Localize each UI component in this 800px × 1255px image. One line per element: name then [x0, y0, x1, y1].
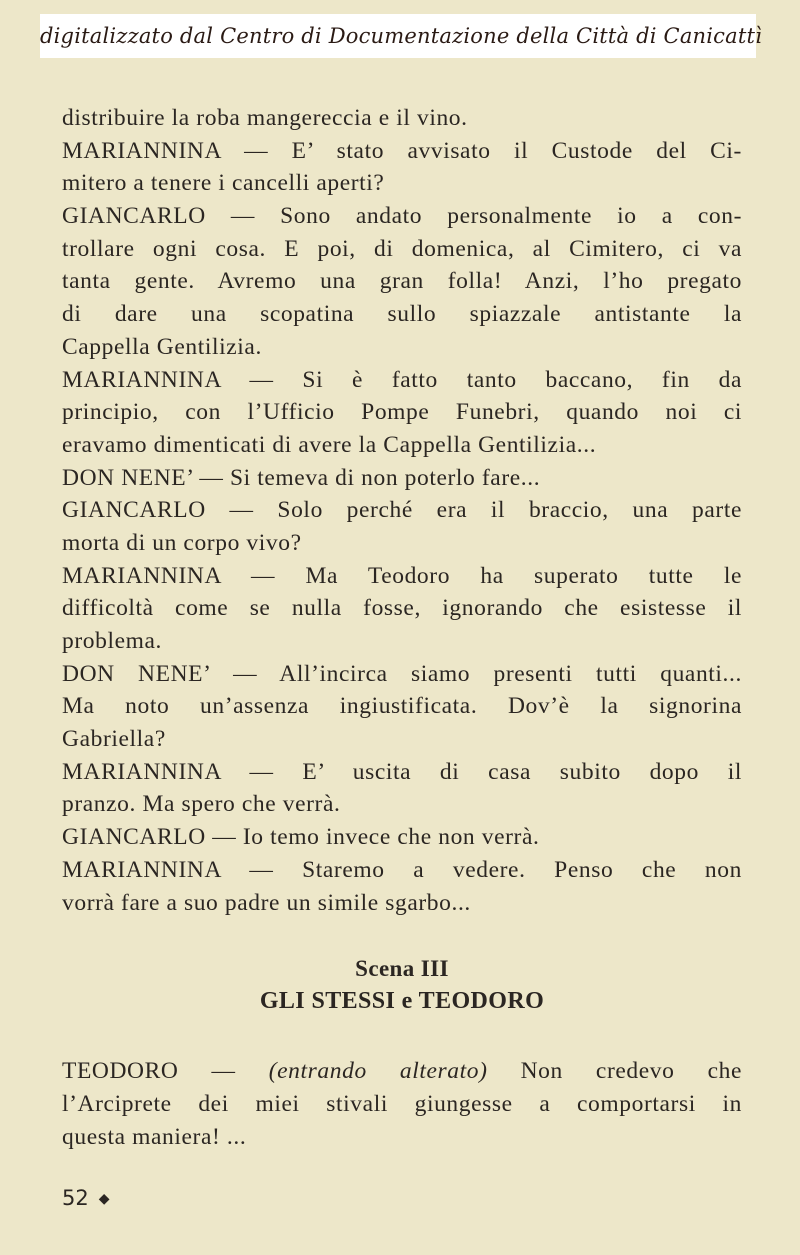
text-line: morta di un corpo vivo? — [62, 529, 302, 556]
final-passage — [62, 1055, 742, 1154]
speaker-name: TEODORO — — [62, 1058, 236, 1084]
text-line: Gabriella? — [62, 726, 166, 753]
text-line: Cappella Gentilizia. — [62, 333, 262, 360]
text-line: problema. — [62, 628, 163, 654]
text-line: distribuire la roba mangereccia e il vino. — [62, 105, 468, 131]
dialogue-body — [62, 102, 742, 919]
text-line: MARIANNINA — E’ uscita di casa subito dopo il — [62, 758, 742, 785]
text-line: mitero a tenere i cancelli aperti? — [62, 170, 385, 197]
text-line: l’Arciprete dei miei stivali giungesse a comportarsi in — [62, 1091, 742, 1117]
text-line: trollare ogni cosa. E poi, di domenica, al Cimitero, ci va — [62, 235, 742, 262]
text-line: pranzo. Ma spero che verrà. — [62, 791, 341, 818]
text-line: MARIANNINA — Si è fatto tanto baccano, fin da — [62, 366, 742, 393]
text-line: di dare una scopatina sullo spiazzale antistante la — [62, 301, 742, 328]
watermark-banner — [40, 14, 763, 58]
text-line: eravamo dimenticati di avere la Cappella Gentilizia... — [62, 431, 597, 458]
text-line: DON NENE’ — All’incirca siamo presenti tutti quanti... — [62, 660, 742, 687]
watermark-text: digitalizzato dal Centro di Documentazione della Città di Canicattì — [40, 24, 763, 48]
text-line: vorrà fare a suo padre un simile sgarbo... — [62, 889, 471, 916]
text-line: MARIANNINA — E’ stato avvisato il Custode del Ci- — [62, 137, 742, 164]
text-line — [62, 1055, 742, 1088]
text-line: MARIANNINA — Ma Teodoro ha superato tutte le — [62, 562, 742, 589]
text-line: GIANCARLO — Io temo invece che non verrà. — [62, 824, 540, 851]
scene-number: Scena III — [355, 956, 449, 981]
text-line: GIANCARLO — Sono andato personalmente io a con- — [62, 203, 742, 230]
text-line: GIANCARLO — Solo perché era il braccio, una parte — [62, 497, 742, 524]
diamond-ornament-icon: ◆ — [98, 1191, 110, 1207]
text-line: tanta gente. Avremo una gran folla! Anzi, l’ho pregato — [62, 268, 742, 295]
text-line: DON NENE’ — Si temeva di non poterlo fare... — [62, 464, 541, 491]
stage-direction: (entrando alterato) — [268, 1058, 488, 1084]
scene-title: GLI STESSI e TEODORO — [259, 988, 545, 1014]
page-footer — [62, 1186, 110, 1210]
text-line: principio, con l’Ufficio Pompe Funebri, quando noi ci — [62, 399, 742, 426]
text-line: MARIANNINA — Staremo a vedere. Penso che non — [62, 856, 742, 883]
page-number: 52 — [62, 1186, 89, 1210]
text-line: Ma noto un’assenza ingiustificata. Dov’è la signorina — [62, 693, 742, 720]
text-line: questa maniera! ... — [62, 1124, 247, 1150]
speech-text: Non credevo che — [520, 1058, 742, 1084]
text-line: difficoltà come se nulla fosse, ignorando che esistesse il — [62, 595, 742, 622]
